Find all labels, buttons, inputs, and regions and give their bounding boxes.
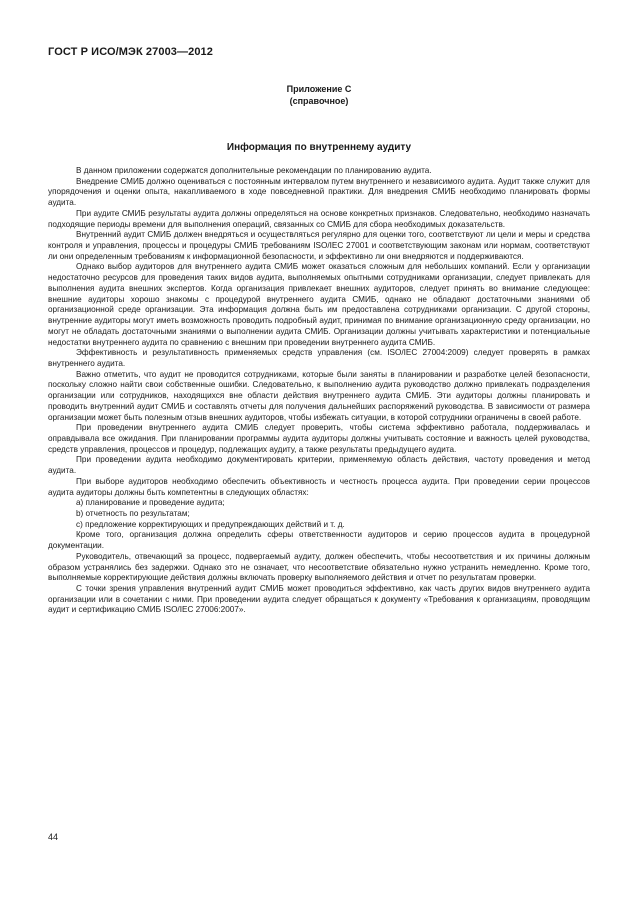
paragraph: При аудите СМИБ результаты аудита должны определяться на основе конкретных признаков. Следовательно, необходимо назначать подходящие периоды времени для выполнения операций, связанных со СМИБ для сбора необходимых доказательств. [48,208,590,229]
annex-title: Приложение С [286,84,352,94]
list-item: c) предложение корректирующих и предупреждающих действий и т. д. [76,519,345,529]
paragraph: Руководитель, отвечающий за процесс, подвергаемый аудиту, должен обеспечить, чтобы несоответствия и их причины должным образом устранялись без задержки. Однако это не означает, что несоответствие обязательно нужно устранить немедленно. Кроме того, выполняемые корректирующие действия должны включать проверку выполняемого действия и отчет по результатам проверки. [48,551,590,583]
paragraph: При выборе аудиторов необходимо обеспечить объективность и честность процесса аудита. При проведении серии процессов аудита аудиторы должны быть компетентны в следующих областях: [48,476,590,497]
paragraph: Эффективность и результативность применяемых средств управления (см. ISO/IEC 27004:2009) следует проверять в рамках внутреннего аудита. [48,348,590,368]
standard-header: ГОСТ Р ИСО/МЭК 27003—2012 [48,46,213,58]
paragraph: Однако выбор аудиторов для внутреннего аудита СМИБ может оказаться сложным для небольших компаний. Если у организации недостаточно ресурсов для проведения таких видов аудита, выполняемых опытными сотрудниками организации, следует привлекать для выполнения аудита внешних экспертов. Когда организация привлекает внешних аудиторов, следует принять во внимание следующее: внешние аудиторы хорошо знакомы с процедурой внутреннего аудита СМИБ, однако не обладают достаточными знаниями об организационной среде организации. Эта информация должна быть им предоставлена сотрудниками организации. С другой стороны, внутренние аудиторы могут иметь возможность проводить подробный аудит, принимая по внимание организационную среду организации, но могут не обладать достаточными знаниями о выполнении аудита СМИБ. Организации должны учитывать характеристики и потенциальные недостатки внутреннего аудита по сравнению с внешним при проведении внутреннего аудита СМИБ. [48,262,590,347]
list-item: a) планирование и проведение аудита; [76,498,225,508]
paragraph: В данном приложении содержатся дополнительные рекомендации по планированию аудита. [76,166,432,175]
paragraph: Важно отметить, что аудит не проводится сотрудниками, которые были заняты в планировании и разработке целей безопасности, поскольку сложно найти свои собственные ошибки. Следовательно, к выполнению аудита руководство должно привлекать подразделения организации или сотрудников, находящихся вне области действия внутреннего аудита СМИБ. Эти аудиторы должны планировать и проводить внутренний аудит СМИБ и составлять отчеты для получения дальнейших распоряжений руководства. В зависимости от размера организации может быть полезным отзыв внешних аудиторов, чтобы избежать ситуации, в которой сотрудники ограничены в своей работе. [48,369,590,422]
list-item: b) отчетность по результатам; [76,509,190,518]
paragraph: При проведении внутреннего аудита СМИБ следует проверить, чтобы система эффективно работала, поддерживалась и оправдывала все ожидания. При планировании программы аудита аудиторы должны учитывать состояние и важность целей руководства, средств управления, процессов и процедур, подлежащих аудиту, а также результаты предыдущего аудита. [48,423,590,454]
paragraph: Внедрение СМИБ должно оцениваться с постоянным интервалом путем внутреннего и независимого аудита. Аудит также служит для упорядочения и оценки опыта, накапливаемого в ходе повседневной практики. Для внедрения СМИБ необходимо планировать формы аудита. [48,176,590,208]
document-body [48,166,590,616]
paragraph: С точки зрения управления внутренний аудит СМИБ может проводиться эффективно, как часть других видов внутреннего аудита организации или в сочетании с ними. При проведении аудита следует обращаться к документу «Требования к организациям, проводящим аудит и сертификацию СМИБ ISO/IEC 27006:2007». [48,584,590,615]
paragraph: Внутренний аудит СМИБ должен внедряться и осуществляться регулярно для оценки того, соответствуют ли цели и меры и средства контроля и управления, процессы и процедуры СМИБ требованиям ISO/IEC 27001 и соответствующим законам или нормам, соответствуют ли они определенным требованиям к информационной безопасности, и эффективно ли они внедряются и поддерживаются. [48,230,590,261]
annex-subtitle: (справочное) [289,96,349,106]
paragraph: Кроме того, организация должна определить сферы ответственности аудиторов и серию процессов аудита в процедурной документации. [48,530,590,551]
paragraph: При проведении аудита необходимо документировать критерии, применяемую область действия, частоту проведения и метод аудита. [48,455,590,476]
section-title: Информация по внутреннему аудиту [226,142,412,153]
page-number: 44 [48,832,59,842]
